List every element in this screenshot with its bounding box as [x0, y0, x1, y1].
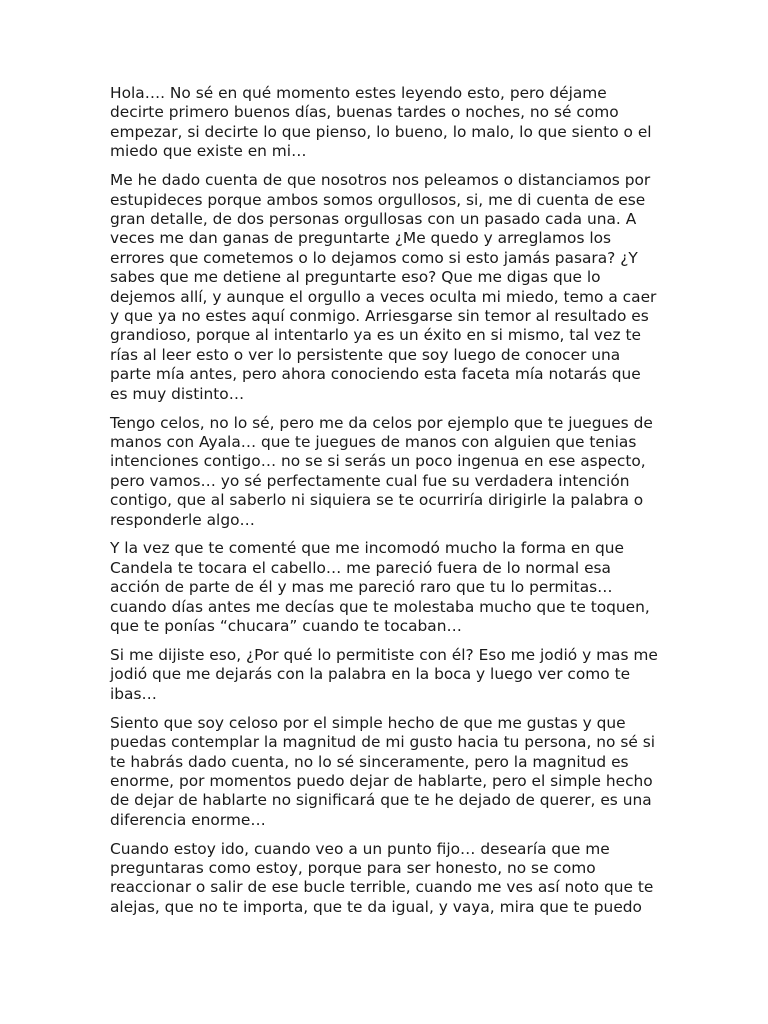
paragraph-1: Hola…. No sé en qué momento estes leyendo esto, pero déjame decirte primero buenos días, buenas tardes o noches, no sé como empezar, si decirte lo que pienso, lo bueno, lo malo, lo que siento o el miedo que existe en mi… [110, 84, 652, 161]
paragraph-4: Y la vez que te comenté que me incomodó mucho la forma en que Candela te tocara el cabello… me pareció fuera de lo normal esa acción de parte de él y mas me pareció raro que tu lo permitas… cuando días antes me decías que te molestaba mucho que te toquen, que te ponías “chucara” cuando te tocaban… [110, 539, 650, 636]
paragraph-7: Cuando estoy ido, cuando veo a un punto fijo… desearía que me preguntaras como estoy, porque para ser honesto, no se como reaccionar o salir de ese bucle terrible, cuando me ves así noto que te alejas, que no te importa, que te da igual, y vaya, mira que te puedo [110, 839, 654, 916]
document-page [110, 84, 658, 927]
paragraph-2: Me he dado cuenta de que nosotros nos peleamos o distanciamos por estupideces porque ambos somos orgullosos, si, me di cuenta de ese gran detalle, de dos personas orgullosas con un pasado cada una. A veces me dan ganas de preguntarte ¿Me quedo y arreglamos los errores que cometemos o lo dejamos como si esto jamás pasara? ¿Y sabes que me detiene al preguntarte eso? Que me digas que lo dejemos allí, y aunque el orgullo a veces oculta mi miedo, temo a caer y que ya no estes aquí conmigo. Arriesgarse sin temor al resultado es grandioso, porque al intentarlo ya es un éxito en si mismo, tal vez te rías al leer esto o ver lo persistente que soy luego de conocer una parte mía antes, pero ahora conociendo esta faceta mía notarás que es muy distinto… [110, 171, 657, 403]
paragraph-5: Si me dijiste eso, ¿Por qué lo permitiste con él? Eso me jodió y mas me jodió que me dejarás con la palabra en la boca y luego ver como te ibas… [110, 645, 658, 703]
paragraph-3: Tengo celos, no lo sé, pero me da celos por ejemplo que te juegues de manos con Ayala… que te juegues de manos con alguien que tenias intenciones contigo… no se si serás un poco ingenua en ese aspecto, pero vamos… yo sé perfectamente cual fue su verdadera intención contigo, que al saberlo ni siquiera se te ocurriría dirigirle la palabra o responderle algo… [110, 413, 653, 529]
paragraph-6: Siento que soy celoso por el simple hecho de que me gustas y que puedas contemplar la magnitud de mi gusto hacia tu persona, no sé si te habrás dado cuenta, no lo sé sinceramente, pero la magnitud es enorme, por momentos puedo dejar de hablarte, pero el simple hecho de dejar de hablarte no significará que te he dejado de querer, es una diferencia enorme… [110, 713, 656, 829]
